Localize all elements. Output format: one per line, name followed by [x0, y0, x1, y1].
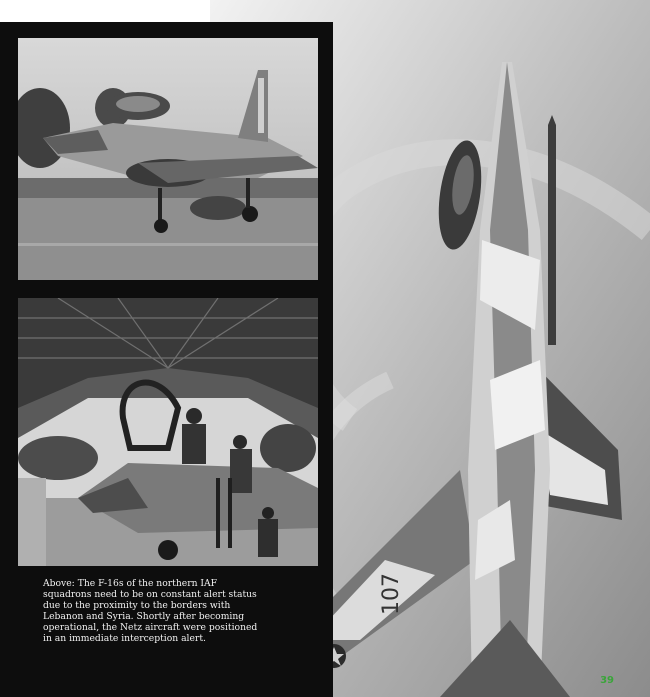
f16-ground-illustration [18, 38, 318, 280]
page-number: 39 [600, 675, 614, 686]
aircraft-number-text: 107 [379, 573, 404, 615]
photo-caption: Above: The F-16s of the northern IAF squadrons need to be on constant alert status due to the proximity to the borders with Lebanon and Syria. Shortly after becoming operational, the Netz aircraft were positioned in an immediate interception alert. [43, 578, 258, 644]
dark-panel [0, 22, 333, 697]
f16-shelter-illustration [18, 298, 318, 566]
photo-f16-in-shelter [18, 298, 318, 566]
photo-f16-on-ground [18, 38, 318, 280]
